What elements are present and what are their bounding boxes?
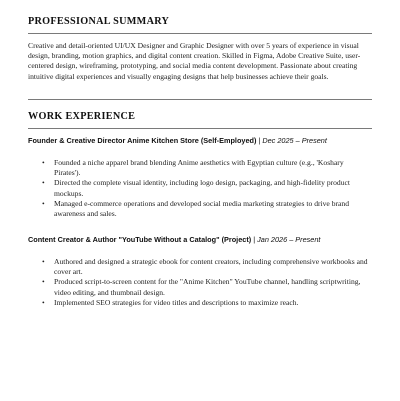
bullet-icon: • [42,198,45,208]
bullet-icon: • [42,257,45,266]
bullet-icon: • [42,297,45,307]
bullet-text: Produced script-to-screen content for the "Anime Kitchen" YouTube channel, handling scriptwriting, video editing, and thumbnail design. [54,277,361,297]
job-title-line [28,235,320,244]
bullet-text: Authored and designed a strategic ebook for content creators, including comprehensive workbooks and cover art. [54,257,368,277]
job-separator: | [256,136,263,145]
job-dates: Jan 2026 – Present [257,235,321,244]
bullet-icon: • [42,277,45,287]
job-title-line [28,136,327,145]
job-separator: | [251,235,258,244]
list-item [28,277,368,297]
experience-heading: WORK EXPERIENCE [28,111,136,122]
bullet-icon: • [42,178,45,188]
bullet-text: Managed e-commerce operations and developed social media marketing strategies to drive brand awareness and sales. [54,198,349,219]
list-item [28,298,368,308]
bullet-text: Directed the complete visual identity, including logo design, packaging, and high-fidelity product mockups. [54,178,351,198]
job-bullet-list [28,158,368,219]
job-title: Content Creator & Author "YouTube Without a Catalog" (Project) [28,235,252,244]
summary-text: Creative and detail-oriented UI/UX Designer and Graphic Designer with over 5 years of experience in visual design, branding, motion graphics, and digital content creation. Skilled in Figma, Adobe Creative Suite, user-centered design, wireframing, prototyping, and social media content development. Passionate about creating intuitive digital experiences and visually engaging designs that help businesses achieve their goals. [28,41,361,81]
experience-top-divider [28,99,372,100]
list-item [28,199,368,219]
list-item [28,178,368,198]
bullet-text: Implemented SEO strategies for video titles and descriptions to maximize reach. [54,297,299,307]
experience-divider [28,128,372,129]
job-bullet-list [28,257,368,308]
list-item [28,257,368,277]
bullet-text: Founded a niche apparel brand blending Anime aesthetics with Egyptian culture (e.g., 'Koshary Pirates'). [54,158,344,178]
summary-heading: PROFESSIONAL SUMMARY [28,16,170,27]
job-dates: Dec 2025 – Present [262,136,327,145]
job-title: Founder & Creative Director Anime Kitchen Store (Self-Employed) [28,136,257,145]
list-item [28,158,368,178]
summary-divider [28,33,372,34]
bullet-icon: • [42,158,45,167]
